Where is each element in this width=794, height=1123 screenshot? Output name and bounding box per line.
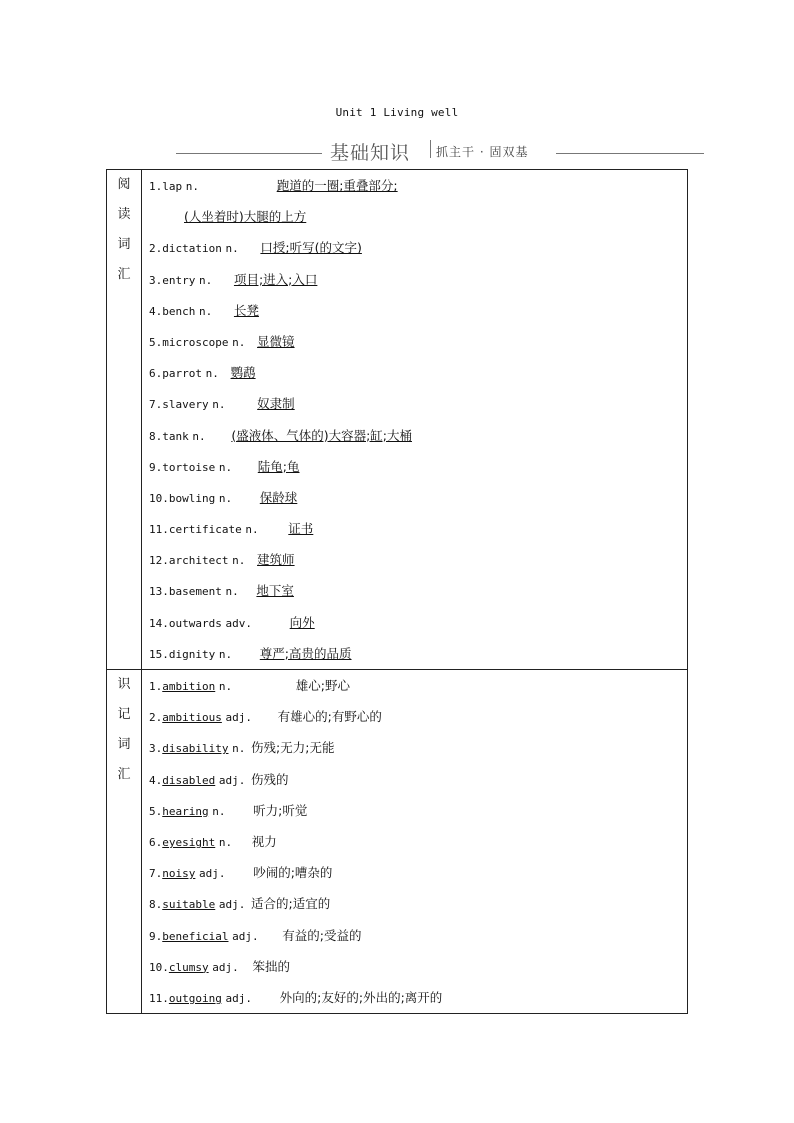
item-meaning: 项目;进入;入口	[233, 271, 318, 287]
item-word: slavery	[162, 398, 209, 412]
item-meaning: (盛液体、气体的)大容器;缸;大桶	[231, 427, 412, 443]
item-word: outwards	[168, 616, 222, 630]
item-pos: n.	[218, 491, 233, 505]
list-item	[142, 670, 687, 701]
item-number: 10.	[149, 491, 169, 505]
item-number: 2.	[149, 711, 163, 725]
item-meaning: 跑道的一圈;重叠部分;	[276, 178, 398, 193]
item-pos: n.	[232, 335, 246, 349]
label-char: 词	[117, 237, 131, 252]
section-memorize-vocabulary	[107, 670, 688, 1014]
list-item	[142, 795, 687, 826]
item-meaning: 视力	[251, 833, 277, 849]
list-item	[142, 295, 687, 326]
label-char: 阅	[117, 177, 131, 192]
list-item	[142, 451, 687, 482]
section-reading-vocabulary	[107, 170, 688, 670]
list-item	[142, 701, 687, 732]
item-pos: adj.	[225, 991, 253, 1005]
item-word: parrot	[162, 367, 202, 381]
item-word: hearing	[162, 804, 209, 818]
item-number: 12.	[149, 554, 169, 568]
item-pos: adj.	[199, 867, 226, 881]
banner-heading: 基础知识	[330, 142, 411, 164]
item-meaning: 建筑师	[257, 552, 295, 568]
item-word: ambition	[162, 680, 216, 693]
list-item	[142, 857, 687, 888]
item-meaning: 外向的;友好的;外出的;离开的	[279, 989, 443, 1005]
label-char: 读	[117, 207, 131, 222]
item-meaning: 奴隶制	[257, 396, 295, 412]
item-word: noisy	[162, 867, 196, 881]
list-item	[142, 920, 687, 951]
item-pos: adv.	[225, 616, 253, 630]
item-word: tortoise	[162, 460, 216, 474]
item-number: 4.	[149, 773, 163, 787]
item-number: 11.	[149, 991, 169, 1005]
item-meaning: 证书	[288, 521, 314, 537]
item-meaning: 有雄心的;有野心的	[277, 709, 382, 725]
item-pos: n.	[225, 242, 239, 256]
item-word: architect	[168, 554, 229, 568]
item-word: bowling	[168, 491, 216, 505]
item-number: 6.	[149, 367, 163, 381]
item-number: 9.	[149, 460, 163, 474]
item-number: 2.	[149, 242, 163, 256]
item-pos: n.	[199, 304, 213, 318]
section-label	[107, 170, 142, 670]
list-item-continuation	[142, 201, 687, 232]
word-list	[142, 670, 688, 1014]
item-meaning: 雄心;野心	[295, 678, 351, 693]
list-item	[142, 326, 687, 357]
page-title: Unit 1 Living well	[335, 106, 459, 119]
item-pos: n.	[218, 647, 233, 661]
item-meaning: 口授;听写(的文字)	[260, 240, 362, 256]
item-word: dictation	[162, 242, 222, 256]
item-number: 6.	[149, 835, 163, 849]
item-number: 1.	[149, 680, 163, 693]
item-number: 11.	[149, 523, 169, 537]
item-word: tank	[162, 429, 189, 443]
banner-subheading: 抓主干 · 固双基	[436, 145, 529, 159]
item-number: 7.	[149, 867, 163, 881]
item-meaning: 吵闹的;嘈杂的	[253, 865, 333, 881]
item-word: disability	[162, 742, 229, 756]
item-meaning: 向外	[289, 614, 315, 630]
item-word: basement	[168, 585, 222, 599]
list-item	[142, 826, 687, 857]
item-number: 3.	[149, 742, 163, 756]
item-meaning: 长凳	[233, 302, 259, 318]
list-item	[142, 888, 687, 919]
list-item	[142, 575, 687, 606]
item-pos: n.	[245, 523, 259, 537]
item-meaning: 笨拙的	[252, 958, 290, 974]
item-meaning: 陆龟;龟	[257, 458, 300, 474]
list-item	[142, 982, 687, 1013]
list-item	[142, 357, 687, 388]
item-meaning: 适合的;适宜的	[251, 896, 331, 912]
item-pos: n.	[218, 460, 233, 474]
list-item	[142, 420, 687, 451]
list-item	[142, 638, 687, 669]
banner-divider-right	[556, 153, 704, 154]
item-word: ambitious	[162, 711, 222, 725]
item-pos: n.	[205, 367, 219, 381]
item-number: 5.	[149, 335, 163, 349]
item-meaning: 显微镜	[257, 333, 295, 349]
label-char: 汇	[117, 767, 131, 782]
item-meaning: 有益的;受益的	[282, 927, 362, 943]
list-item	[142, 544, 687, 575]
list-item	[142, 264, 687, 295]
item-number: 9.	[149, 929, 163, 943]
item-number: 10.	[149, 960, 169, 974]
banner-separator	[430, 140, 431, 158]
item-word: suitable	[162, 898, 216, 912]
item-word: certificate	[168, 523, 242, 537]
item-number: 4.	[149, 304, 163, 318]
item-meaning: 地下室	[256, 583, 294, 599]
item-pos: n.	[218, 835, 233, 849]
item-word: microscope	[162, 335, 229, 349]
item-pos: n.	[218, 680, 233, 693]
item-number: 5.	[149, 804, 163, 818]
item-meaning: (人坐着时)大腿的上方	[184, 209, 307, 225]
item-word: beneficial	[162, 929, 229, 943]
item-word: entry	[162, 273, 196, 287]
item-pos: adj.	[218, 898, 246, 912]
item-word: dignity	[168, 647, 216, 661]
item-pos: n.	[232, 742, 246, 756]
item-pos: n.	[232, 554, 246, 568]
item-word: lap	[162, 180, 183, 193]
label-char: 记	[117, 707, 131, 722]
banner-divider-left	[176, 153, 322, 154]
list-item	[142, 513, 687, 544]
item-meaning: 听力;听觉	[253, 802, 308, 818]
item-meaning: 保龄球	[259, 489, 298, 505]
item-word: disabled	[162, 773, 216, 787]
list-item	[142, 232, 687, 263]
item-word: eyesight	[162, 835, 216, 849]
item-pos: n.	[185, 180, 200, 193]
item-word: outgoing	[168, 991, 222, 1005]
item-number: 13.	[149, 585, 169, 599]
item-number: 14.	[149, 616, 169, 630]
item-number: 3.	[149, 273, 163, 287]
item-pos: adj.	[218, 773, 246, 787]
list-item	[142, 170, 687, 201]
item-number: 15.	[149, 647, 169, 661]
item-number: 7.	[149, 398, 163, 412]
item-number: 1.	[149, 180, 163, 193]
item-pos: adj.	[225, 711, 253, 725]
item-number: 8.	[149, 429, 163, 443]
item-pos: adj.	[232, 929, 259, 943]
item-pos: n.	[199, 273, 213, 287]
label-char: 词	[117, 737, 131, 752]
list-item	[142, 732, 687, 763]
list-item	[142, 607, 687, 638]
item-meaning: 伤残的	[251, 771, 289, 787]
item-pos: n.	[212, 804, 226, 818]
list-item	[142, 764, 687, 795]
word-list	[142, 170, 688, 670]
label-char: 识	[117, 677, 131, 692]
item-meaning: 伤残;无力;无能	[251, 740, 335, 756]
item-number: 8.	[149, 898, 163, 912]
item-word: bench	[162, 304, 196, 318]
item-pos: n.	[225, 585, 239, 599]
item-pos: n.	[192, 429, 206, 443]
vocabulary-table	[106, 169, 688, 1014]
item-pos: n.	[212, 398, 226, 412]
item-word: clumsy	[168, 960, 209, 974]
item-meaning: 鹦鹉	[230, 365, 256, 381]
label-char: 汇	[117, 267, 131, 282]
section-banner	[176, 138, 704, 164]
item-meaning: 尊严;高贵的品质	[259, 645, 352, 661]
section-label	[107, 670, 142, 1014]
item-pos: adj.	[212, 960, 239, 974]
list-item	[142, 482, 687, 513]
list-item	[142, 951, 687, 982]
list-item	[142, 388, 687, 419]
